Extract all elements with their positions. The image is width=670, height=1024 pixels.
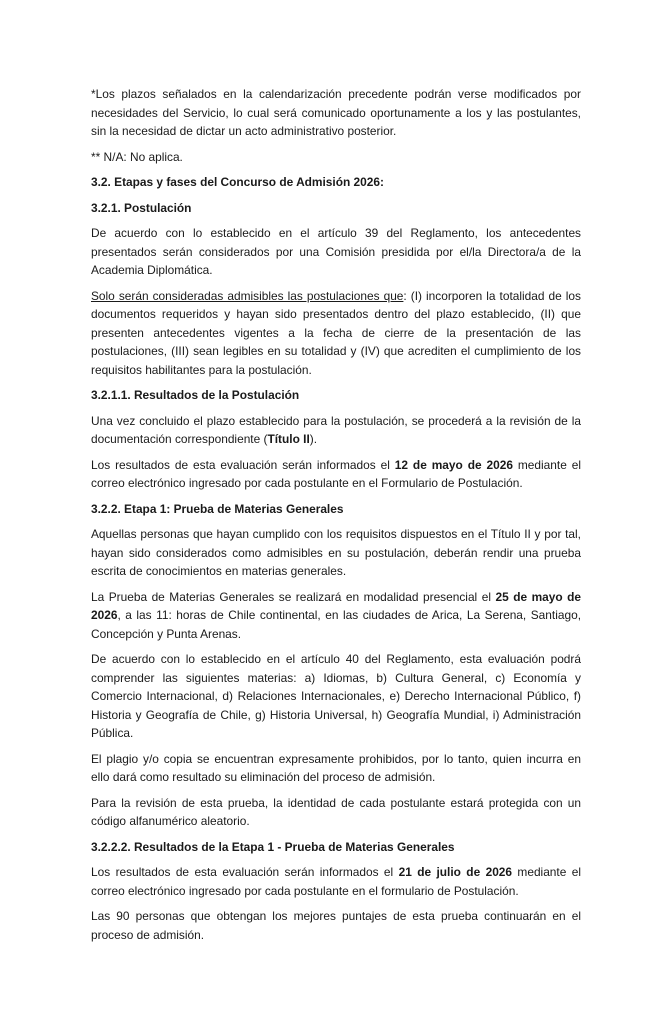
paragraph-revision-documentacion (91, 412, 581, 449)
footnote-plazos-note (91, 85, 581, 141)
text-run: La Prueba de Materias Generales se realizará en modalidad presencial el (91, 589, 496, 604)
text-run: Los resultados de esta evaluación serán informados el (91, 865, 399, 879)
text-run: ). (309, 432, 318, 446)
heading-3-2-1-1-resultados-postulacion (91, 386, 581, 405)
heading-text: 3.2.2. Etapa 1: Prueba de Materias Generales (91, 501, 344, 516)
paragraph-resultados-12-mayo (91, 456, 581, 493)
text-run: : (I) incorporen la totalidad de los documentos requeridos y hayan sido presentados dentro del plazo establecido, (II) que presenten antecedentes vigentes a la fecha de cierre de la presentación de las postulaciones, (III) sean legibles en su totalidad y (IV) que acrediten el cumplimiento de los requisitos habilitantes para la postulación. (91, 288, 581, 377)
text-run: El plagio y/o copia se encuentran expresamente prohibidos, por lo tanto, quien incurra en ello dará como resultado su eliminación del proceso de admisión. (91, 751, 581, 784)
bold-text-run: Título II (267, 432, 310, 446)
heading-text: 3.2.2.2. Resultados de la Etapa 1 - Prueba de Materias Generales (91, 839, 455, 854)
text-run: Una vez concluido el plazo establecido para la postulación, se procederá a la revisión de la documentación correspondiente ( (91, 413, 581, 446)
paragraph-articulo-39 (91, 224, 581, 280)
paragraph-plagio (91, 750, 581, 787)
heading-3-2-1-postulacion (91, 199, 581, 218)
text-run: Aquellas personas que hayan cumplido con los requisitos dispuestos en el Título II y por tal, hayan sido considerados como admisibles en su postulación, deberán rendir una prueba escrita de conocimientos en materias generales. (91, 527, 581, 578)
text-run: ** N/A: No aplica. (91, 149, 183, 164)
text-run: De acuerdo con lo establecido en el artículo 40 del Reglamento, esta evaluación podrá comprender las siguientes materias: a) Idiomas, b) Cultura General, c) Economía y Comercio Internacional, d) Relaciones Internacionales, e) Derecho Internacional Público, f) Historia y Geografía de Chile, g) Historia Universal, h) Geografía Mundial, i) Administración Pública. (91, 652, 581, 740)
heading-text: 3.2.1.1. Resultados de la Postulación (91, 388, 300, 402)
footnote-na (91, 148, 581, 167)
bold-text-run: 21 de julio de 2026 (398, 865, 513, 879)
paragraph-admisibilidad (91, 287, 581, 380)
paragraph-codigo-alfanumerico (91, 794, 581, 831)
heading-text: 3.2. Etapas y fases del Concurso de Admisión 2026: (91, 175, 384, 189)
paragraph-resultados-21-julio (91, 863, 581, 900)
bold-text-run: 25 de mayo de 2026 (91, 589, 582, 622)
paragraph-90-personas (91, 907, 581, 944)
text-run: De acuerdo con lo establecido en el artículo 39 del Reglamento, los antecedentes presentados serán considerados por una Comisión presidida por el/la Directora/a de la Academia Diplomática. (91, 226, 581, 277)
heading-3-2-etapas-y-fases (91, 173, 581, 192)
heading-3-2-2-2-resultados-etapa-1 (91, 838, 581, 857)
text-run: mediante el correo electrónico ingresado por cada postulante en el Formulario de Postulación. (91, 457, 581, 490)
text-run: Las 90 personas que obtengan los mejores puntajes de esta prueba continuarán en el proceso de admisión. (91, 909, 581, 942)
paragraph-requisitos-titulo-ii (91, 525, 581, 581)
paragraph-prueba-fecha-ciudades (91, 588, 581, 644)
paragraph-materias-listado (91, 650, 581, 743)
text-run: Para la revisión de esta prueba, la identidad de cada postulante estará protegida con un código alfanumérico aleatorio. (91, 795, 581, 828)
text-run: Los resultados de esta evaluación serán informados el (91, 457, 395, 472)
text-run: , a las 11: horas de Chile continental, en las ciudades de Arica, La Serena, Santiago, Concepción y Punta Arenas. (91, 608, 581, 641)
text-run: *Los plazos señalados en la calendarización precedente podrán verse modificados por necesidades del Servicio, lo cual será comunicado oportunamente a los y las postulantes, sin la necesidad de dictar un acto administrativo posterior. (91, 87, 581, 138)
underlined-text-run: Solo serán consideradas admisibles las postulaciones que (91, 288, 404, 303)
heading-3-2-2-etapa-1 (91, 500, 581, 519)
heading-text: 3.2.1. Postulación (91, 200, 192, 215)
text-run: mediante el correo electrónico ingresado por cada postulante en el formulario de Postulación. (91, 865, 581, 898)
bold-text-run: 12 de mayo de 2026 (394, 457, 513, 472)
